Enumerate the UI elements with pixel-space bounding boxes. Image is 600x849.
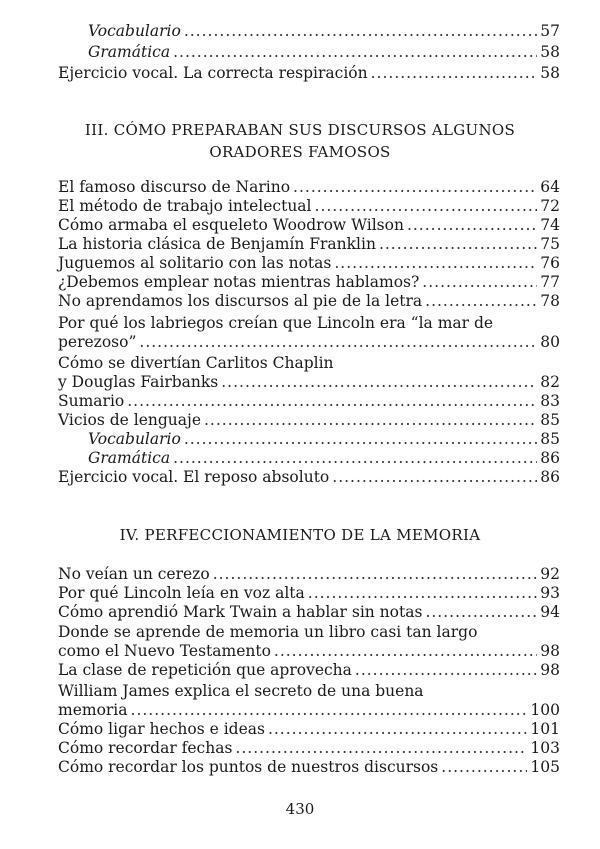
entry-title: perezoso” bbox=[58, 333, 137, 351]
entry-title: Sumario bbox=[58, 392, 125, 410]
entry-title: El método de trabajo intelectual bbox=[58, 197, 312, 215]
entry-page: 58 bbox=[540, 64, 560, 82]
dot-leader bbox=[425, 292, 537, 311]
entry-title-line1: William James explica el secreto de una buena bbox=[58, 682, 424, 700]
toc-entry bbox=[58, 197, 560, 216]
dot-leader bbox=[308, 584, 537, 603]
toc-entry bbox=[88, 43, 560, 62]
entry-page: 98 bbox=[540, 642, 560, 660]
page-number: 430 bbox=[285, 800, 315, 818]
toc-entry bbox=[58, 565, 560, 584]
dot-leader bbox=[332, 468, 537, 487]
toc-entry bbox=[58, 292, 560, 311]
toc-entry bbox=[58, 392, 560, 411]
entry-title: memoria bbox=[58, 701, 128, 719]
toc-entry bbox=[58, 758, 560, 777]
dot-leader bbox=[268, 720, 527, 739]
entry-page: 82 bbox=[540, 373, 560, 391]
toc-entry bbox=[58, 216, 560, 235]
entry-title: y Douglas Fairbanks bbox=[58, 373, 219, 391]
entry-title: Ejercicio vocal. El reposo absoluto bbox=[58, 468, 330, 486]
dot-leader bbox=[274, 642, 537, 661]
entry-page: 94 bbox=[540, 603, 560, 621]
dot-leader bbox=[204, 411, 537, 430]
dot-leader bbox=[173, 43, 537, 62]
chapter-heading bbox=[40, 524, 560, 546]
toc-entry bbox=[58, 235, 560, 254]
entry-title: Juguemos al solitario con las notas bbox=[58, 254, 332, 272]
chapter-heading-line: III. CÓMO PREPARABAN SUS DISCURSOS ALGUNOS bbox=[84, 121, 516, 139]
entry-page: 80 bbox=[540, 333, 560, 351]
dot-leader bbox=[131, 701, 528, 720]
entry-title: Vocabulario bbox=[88, 22, 181, 40]
entry-page: 64 bbox=[540, 178, 560, 196]
entry-page: 77 bbox=[540, 273, 560, 291]
entry-title: La historia clásica de Benjamín Franklin bbox=[58, 235, 376, 253]
entry-title: Ejercicio vocal. La correcta respiración bbox=[58, 64, 368, 82]
toc-entry bbox=[58, 273, 560, 292]
entry-title: Vicios de lenguaje bbox=[58, 411, 201, 429]
entry-page: 105 bbox=[530, 758, 560, 776]
entry-page: 86 bbox=[540, 468, 560, 486]
chapter-heading-line: ORADORES FAMOSOS bbox=[209, 143, 391, 161]
entry-page: 78 bbox=[540, 292, 560, 310]
toc-entry bbox=[88, 449, 560, 468]
toc-entry bbox=[88, 22, 560, 41]
entry-title: ¿Debemos emplear notas mientras hablamos? bbox=[58, 273, 420, 291]
dot-leader bbox=[407, 216, 537, 235]
dot-leader bbox=[441, 758, 527, 777]
entry-title: Por qué Lincoln leía en voz alta bbox=[58, 584, 305, 602]
toc-entry bbox=[58, 314, 560, 352]
entry-page: 101 bbox=[530, 720, 560, 738]
entry-page: 72 bbox=[540, 197, 560, 215]
dot-leader bbox=[221, 373, 537, 392]
entry-title-line1: Cómo se divertían Carlitos Chaplin bbox=[58, 354, 334, 372]
chapter-heading-line: IV. PERFECCIONAMIENTO DE LA MEMORIA bbox=[119, 526, 481, 544]
dot-leader bbox=[371, 64, 538, 83]
dot-leader bbox=[379, 235, 537, 254]
entry-page: 75 bbox=[540, 235, 560, 253]
entry-page: 92 bbox=[540, 565, 560, 583]
entry-page: 58 bbox=[540, 43, 560, 61]
toc-entry bbox=[58, 584, 560, 603]
dot-leader bbox=[422, 273, 537, 292]
entry-title: Cómo ligar hechos e ideas bbox=[58, 720, 265, 738]
toc-entry bbox=[58, 468, 560, 487]
toc-entry bbox=[58, 739, 560, 758]
dot-leader bbox=[235, 739, 527, 758]
entry-title: La clase de repetición que aprovecha bbox=[58, 661, 352, 679]
entry-title: Gramática bbox=[88, 43, 171, 61]
entry-page: 103 bbox=[530, 739, 560, 757]
dot-leader bbox=[355, 661, 537, 680]
toc-entry bbox=[58, 603, 560, 622]
entry-title: No veían un cerezo bbox=[58, 565, 210, 583]
entry-title: Cómo recordar los puntos de nuestros discursos bbox=[58, 758, 439, 776]
entry-page: 85 bbox=[540, 411, 560, 429]
entry-page: 83 bbox=[540, 392, 560, 410]
dot-leader bbox=[127, 392, 537, 411]
toc-entry bbox=[58, 661, 560, 680]
dot-leader bbox=[315, 197, 538, 216]
toc-entry bbox=[58, 178, 560, 197]
entry-page: 98 bbox=[540, 661, 560, 679]
dot-leader bbox=[139, 333, 537, 352]
entry-title-line1: Por qué los labriegos creían que Lincoln era “la mar de bbox=[58, 314, 494, 332]
toc-entry bbox=[58, 411, 560, 430]
entry-title: como el Nuevo Testamento bbox=[58, 642, 271, 660]
entry-page: 86 bbox=[540, 449, 560, 467]
entry-title: El famoso discurso de Narino bbox=[58, 178, 291, 196]
entry-title: Cómo aprendió Mark Twain a hablar sin notas bbox=[58, 603, 423, 621]
entry-page: 57 bbox=[540, 22, 560, 40]
dot-leader bbox=[184, 22, 537, 41]
entry-page: 93 bbox=[540, 584, 560, 602]
toc-entry bbox=[88, 430, 560, 449]
entry-title: Vocabulario bbox=[88, 430, 181, 448]
entry-title: Cómo recordar fechas bbox=[58, 739, 233, 757]
dot-leader bbox=[184, 430, 537, 449]
dot-leader bbox=[213, 565, 538, 584]
entry-page: 85 bbox=[540, 430, 560, 448]
entry-title: Cómo armaba el esqueleto Woodrow Wilson bbox=[58, 216, 404, 234]
dot-leader bbox=[425, 603, 537, 622]
dot-leader bbox=[173, 449, 537, 468]
dot-leader bbox=[334, 254, 537, 273]
toc-entry bbox=[58, 64, 560, 83]
toc-entry bbox=[58, 623, 560, 661]
entry-title: No aprendamos los discursos al pie de la letra bbox=[58, 292, 423, 310]
toc-entry bbox=[58, 682, 560, 720]
dot-leader bbox=[293, 178, 537, 197]
toc-entry bbox=[58, 354, 560, 392]
entry-title-line1: Donde se aprende de memoria un libro casi tan largo bbox=[58, 623, 478, 641]
entry-title: Gramática bbox=[88, 449, 171, 467]
entry-page: 100 bbox=[530, 701, 560, 719]
entry-page: 76 bbox=[540, 254, 560, 272]
toc-entry bbox=[58, 720, 560, 739]
toc-entry bbox=[58, 254, 560, 273]
entry-page: 74 bbox=[540, 216, 560, 234]
chapter-heading bbox=[40, 119, 560, 163]
